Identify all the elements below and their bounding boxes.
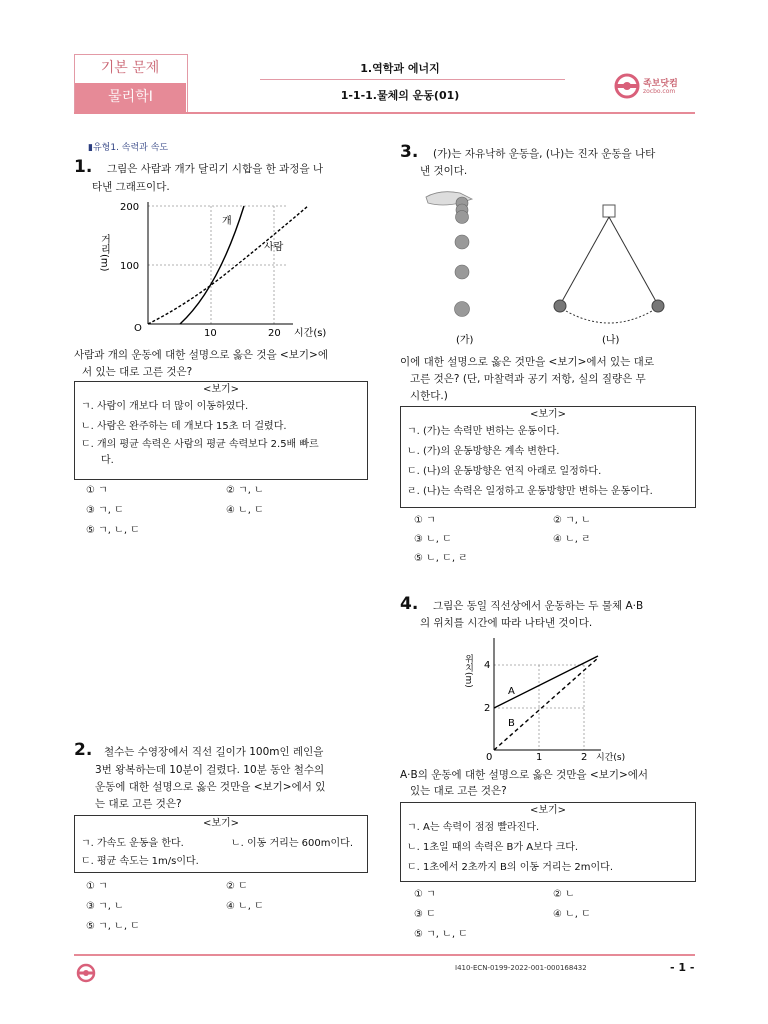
q3-text-2: 낸 것이다. xyxy=(420,165,468,177)
document-code: I410-ECN-0199-2022-001-000168432 xyxy=(455,964,587,972)
q1-bogi-title: <보기> xyxy=(202,384,240,395)
lesson-title: 1-1-1.물체의 운동(01) xyxy=(340,89,460,102)
q4-choice-1[interactable]: ① ㄱ xyxy=(414,889,436,900)
pendulum-string xyxy=(560,217,609,305)
q4-line-b xyxy=(494,658,598,750)
q4-origin: 0 xyxy=(486,752,493,763)
q1-label-dog: 개 xyxy=(222,216,232,227)
q3-item-3: ㄷ. (나)의 운동방향은 연직 아래로 일정하다. xyxy=(407,466,602,477)
q4-item-2: ㄴ. 1초일 때의 속력은 B가 A보다 크다. xyxy=(407,842,579,853)
q1-ytick-200: 200 xyxy=(120,202,140,213)
q1-ylabel: 거리(m) xyxy=(98,234,110,272)
pendulum-bob xyxy=(554,300,566,312)
q2-choice-2[interactable]: ② ㄷ xyxy=(226,881,248,892)
q2-text-1: 철수는 수영장에서 직선 길이가 100m인 레인을 xyxy=(104,746,324,758)
q1-choice-5[interactable]: ⑤ ㄱ, ㄴ, ㄷ xyxy=(86,525,140,536)
q2-choice-4[interactable]: ④ ㄴ, ㄷ xyxy=(226,901,264,912)
q2-bogi-title: <보기> xyxy=(202,818,240,829)
q4-item-1: ㄱ. A는 속력이 점점 빨라진다. xyxy=(407,822,540,833)
q1-origin: O xyxy=(134,323,142,334)
q1-text-2: 타낸 그래프이다. xyxy=(92,181,170,193)
falling-ball xyxy=(455,302,470,317)
q4-graph xyxy=(463,634,656,764)
q3-choice-1[interactable]: ① ㄱ xyxy=(414,515,436,526)
q3-text-1: (가)는 자유낙하 운동을, (나)는 진자 운동을 나타 xyxy=(433,148,656,160)
footer-rule xyxy=(74,954,695,956)
falling-ball xyxy=(456,211,469,224)
q1-xtick-20: 20 xyxy=(268,328,281,339)
logo-text: 족보닷컴 xyxy=(643,79,678,89)
q2-item-1: ㄱ. 가속도 운동을 한다. xyxy=(81,838,184,849)
q2-item-2: ㄴ. 이동 거리는 600m이다. xyxy=(231,838,354,849)
q4-label-b: B xyxy=(508,718,515,729)
q1-ytick-100: 100 xyxy=(120,261,140,272)
q4-number: 4. xyxy=(400,594,419,614)
q3-label-b: (나) xyxy=(602,335,620,346)
q1-item-3: ㄷ. 개의 평균 속력은 사람의 평균 속력보다 2.5배 빠르 xyxy=(81,439,319,450)
q1-bogi-box xyxy=(74,381,368,480)
q1-choice-1[interactable]: ① ㄱ xyxy=(86,485,108,496)
q2-choice-5[interactable]: ⑤ ㄱ, ㄴ, ㄷ xyxy=(86,921,140,932)
q3-item-4: ㄹ. (나)는 속력은 일정하고 운동방향만 변하는 운동이다. xyxy=(407,486,653,497)
q3-item-1: ㄱ. (가)는 속력만 변하는 운동이다. xyxy=(407,426,560,437)
logo-subtext: zocbo.com xyxy=(643,88,676,95)
pendulum-pivot xyxy=(603,205,615,217)
q4-ytick-2: 2 xyxy=(484,703,491,714)
q3-item-2: ㄴ. (가)의 운동방향은 계속 변한다. xyxy=(407,446,560,457)
q1-label-person: 사람 xyxy=(264,242,284,253)
pendulum-bob xyxy=(652,300,664,312)
q2-item-3: ㄷ. 평균 속도는 1m/s이다. xyxy=(81,856,199,867)
q1-choice-3[interactable]: ③ ㄱ, ㄷ xyxy=(86,505,124,516)
q2-text-3: 운동에 대한 설명으로 옳은 것만을 <보기>에서 있 xyxy=(95,781,326,793)
q3-question-3: 시한다.) xyxy=(410,390,448,402)
q4-choice-2[interactable]: ② ㄴ xyxy=(553,889,575,900)
q4-item-3: ㄷ. 1초에서 2초까지 B의 이동 거리는 2m이다. xyxy=(407,862,614,873)
pendulum-string xyxy=(609,217,658,305)
logo-icon xyxy=(612,72,642,100)
q1-text-1: 그림은 사람과 개가 달리기 시합을 한 과정을 나 xyxy=(107,163,324,175)
type-label: ▮유형1. 속력과 속도 xyxy=(88,143,169,153)
q1-number: 1. xyxy=(74,157,93,177)
q4-label-a: A xyxy=(508,686,515,697)
q4-xtick-2: 2 xyxy=(581,752,588,763)
q4-text-1: 그림은 동일 직선상에서 운동하는 두 물체 A·B xyxy=(433,600,644,612)
category-top: 기본 문제 xyxy=(100,60,160,76)
footer-logo-icon xyxy=(74,962,98,984)
q2-bogi-box xyxy=(74,815,368,873)
q4-xlabel: 시간(s) xyxy=(596,753,626,763)
q1-choice-2[interactable]: ② ㄱ, ㄴ xyxy=(226,485,264,496)
q1-item-2: ㄴ. 사람은 완주하는 데 개보다 15초 더 걸렸다. xyxy=(81,421,287,432)
q1-item-3-cont: 다. xyxy=(101,455,114,466)
q3-label-a: (가) xyxy=(456,335,474,346)
q4-ylabel: 위치(m) xyxy=(463,654,473,688)
q4-bogi-box xyxy=(400,802,696,882)
page-number: - 1 - xyxy=(670,961,695,974)
q4-question-2: 있는 대로 고른 것은? xyxy=(410,785,507,797)
falling-ball xyxy=(455,235,469,249)
q4-line-a xyxy=(494,656,598,708)
q2-text-2: 3번 왕복하는데 10분이 걸렸다. 10분 동안 철수의 xyxy=(95,764,325,776)
q4-bogi-title: <보기> xyxy=(529,805,567,816)
q3-bogi-box xyxy=(400,406,696,508)
q1-question-1: 사람과 개의 운동에 대한 설명으로 옳은 것을 <보기>에 xyxy=(74,349,328,361)
q4-choice-4[interactable]: ④ ㄴ, ㄷ xyxy=(553,909,591,920)
q1-choice-4[interactable]: ④ ㄴ, ㄷ xyxy=(226,505,264,516)
q3-choice-4[interactable]: ④ ㄴ, ㄹ xyxy=(553,534,591,545)
header-divider xyxy=(260,79,565,80)
q3-choice-2[interactable]: ② ㄱ, ㄴ xyxy=(553,515,591,526)
q3-bogi-title: <보기> xyxy=(529,409,567,420)
q4-choice-3[interactable]: ③ ㄷ xyxy=(414,909,436,920)
q3-figure xyxy=(420,185,690,345)
category-bottom: 물리학Ⅰ xyxy=(75,83,186,112)
q2-choice-1[interactable]: ① ㄱ xyxy=(86,881,108,892)
q1-xtick-10: 10 xyxy=(204,328,217,339)
q3-number: 3. xyxy=(400,142,419,162)
q3-question-1: 이에 대한 설명으로 옳은 것만을 <보기>에서 있는 대로 xyxy=(400,356,654,368)
q3-question-2: 고른 것은? (단, 마찰력과 공기 저항, 실의 질량은 무 xyxy=(410,373,646,385)
q1-item-1: ㄱ. 사람이 개보다 더 많이 이동하였다. xyxy=(81,401,249,412)
q1-xlabel: 시간(s) xyxy=(294,328,327,339)
q3-choice-5[interactable]: ⑤ ㄴ, ㄷ, ㄹ xyxy=(414,553,468,564)
q1-question-2: 서 있는 대로 고른 것은? xyxy=(82,366,193,378)
q4-choice-5[interactable]: ⑤ ㄱ, ㄴ, ㄷ xyxy=(414,929,468,940)
q2-choice-3[interactable]: ③ ㄱ, ㄴ xyxy=(86,901,124,912)
pendulum-arc xyxy=(566,311,652,323)
header-rule xyxy=(74,112,695,114)
unit-title: 1.역학과 에너지 xyxy=(360,62,440,75)
falling-ball xyxy=(455,265,469,279)
q3-choice-3[interactable]: ③ ㄴ, ㄷ xyxy=(414,534,452,545)
q4-xtick-1: 1 xyxy=(536,752,543,763)
q2-text-4: 는 대로 고른 것은? xyxy=(95,798,182,810)
q2-number: 2. xyxy=(74,740,93,760)
q4-text-2: 의 위치를 시간에 따라 나타낸 것이다. xyxy=(420,617,593,629)
q4-ytick-4: 4 xyxy=(484,660,491,671)
q1-graph xyxy=(98,194,348,344)
q4-question-1: A·B의 운동에 대한 설명으로 옳은 것만을 <보기>에서 xyxy=(400,769,649,781)
